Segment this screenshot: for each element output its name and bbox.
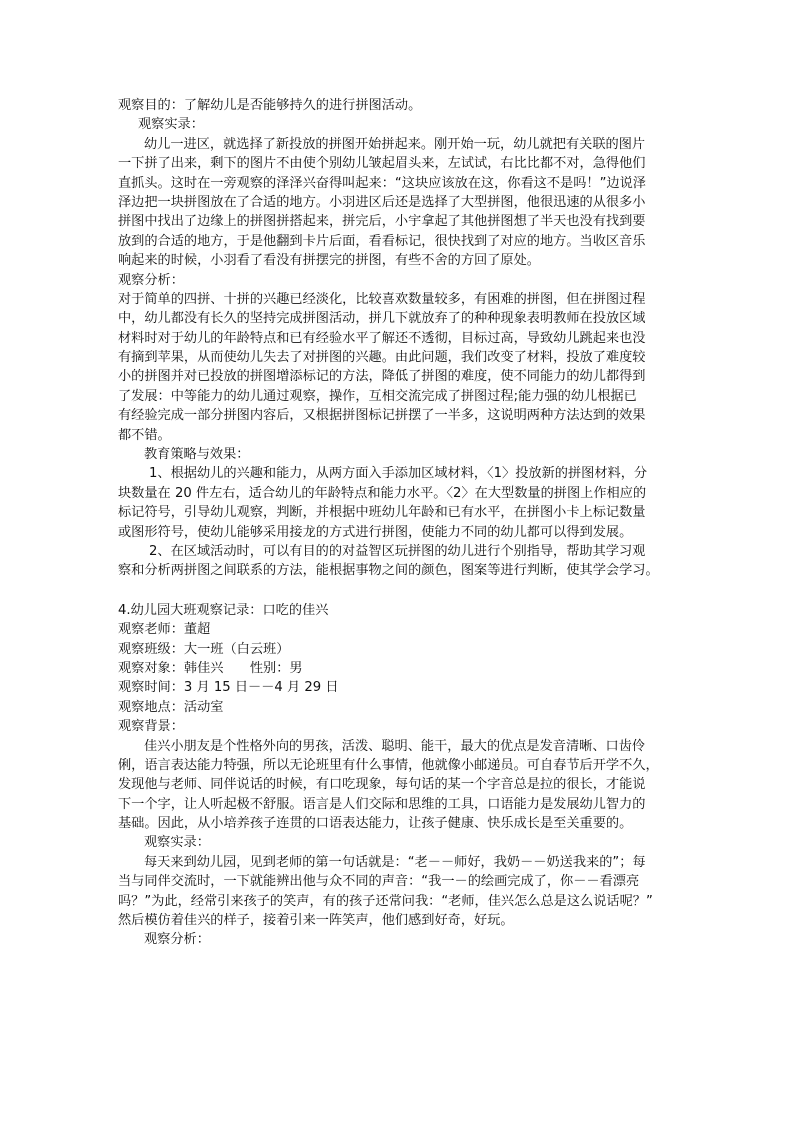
paragraph-line: 幼儿一进区，就选择了新投放的拼图开始拼起来。刚开始一玩，幼儿就把有关联的图片 <box>144 136 646 152</box>
observation-class: 观察班级：大一班（白云班） <box>118 641 290 657</box>
observer-teacher: 观察老师：董超 <box>118 622 211 638</box>
paragraph-line: 都不错。 <box>118 427 171 443</box>
paragraph-line: 放到的合适的地方，于是他翻到卡片后面，看看标记，很快找到了对应的地方。当收区音乐 <box>118 233 646 249</box>
analysis-heading: 观察分析： <box>118 272 184 288</box>
paragraph-line: 中，幼儿都没有长久的坚持完成拼图活动，拼几下就放弃了的种种现象表明教师在投放区域 <box>118 311 646 327</box>
observation-subject: 观察对象：韩佳兴 性别：男 <box>118 660 303 676</box>
paragraph-line: 1、根据幼儿的兴趣和能力，从两方面入手添加区域材料，〈1〉投放新的拼图材料，分 <box>149 466 648 482</box>
paragraph-line: 吗？”为此，经常引来孩子的笑声，有的孩子还常问我：“老师，佳兴怎么总是这么说话呢？” <box>118 893 653 909</box>
record-heading: 观察实录： <box>138 117 204 133</box>
analysis-paragraph <box>118 290 678 445</box>
paragraph-line: 2、在区域活动时，可以有目的的对益智区玩拼图的幼儿进行个别指导，帮助其学习观 <box>149 543 646 559</box>
strategy-heading: 教育策略与效果： <box>144 447 250 463</box>
paragraph-line: 俐，语言表达能力特强，所以无论班里有什么事情，他就像小邮递员。可自春节后开学不久， <box>118 757 659 773</box>
paragraph-line: 察和分析两拼图之间联系的方法，能根据事物之间的颜色，图案等进行判断，使其学会学习。 <box>118 563 659 579</box>
section-gap <box>118 581 678 601</box>
paragraph-line: 一下拼了出来，剩下的图片不由使个别幼儿皱起眉头来，左试试，右比比都不对，急得他们 <box>118 156 646 172</box>
background-heading: 观察背景： <box>118 719 184 735</box>
paragraph-line: 佳兴小朋友是个性格外向的男孩，活泼、聪明、能干，最大的优点是发音清晰、口齿伶 <box>144 738 646 754</box>
paragraph-line: 块数量在 20 件左右，适合幼儿的年龄特点和能力水平。〈2〉在大型数量的拼图上作相应的 <box>118 485 647 501</box>
paragraph-line: 有经验完成一部分拼图内容后，又根据拼图标记拼摆了一半多，这说明两种方法达到的效果 <box>118 408 646 424</box>
paragraph-line: 材料时对于幼儿的年龄特点和已有经验水平了解还不透彻，目标过高，导致幼儿跳起来也没 <box>118 330 646 346</box>
paragraph-line: 有摘到苹果，从而使幼儿失去了对拼图的兴趣。由此问题，我们改变了材料，投放了难度较 <box>118 350 646 366</box>
record-paragraph <box>118 135 678 271</box>
paragraph-line: 直抓头。这时在一旁观察的泽泽兴奋得叫起来：“这块应该放在这，你看这不是吗！”边说泽 <box>118 175 646 191</box>
paragraph-line: 对于简单的四拼、十拼的兴趣已经淡化，比较喜欢数量较多，有困难的拼图，但在拼图过程 <box>118 291 646 307</box>
paragraph-line: 基础。因此，从小培养孩子连贯的口语表达能力，让孩子健康、快乐成长是至关重要的。 <box>118 816 633 832</box>
record-paragraph <box>118 853 678 931</box>
paragraph-line: 当与同伴交流时，一下就能辨出他与众不同的声音：“我一－的绘画完成了，你－－看漂亮 <box>118 874 640 890</box>
paragraph-line: 发现他与老师、同伴说话的时候，有口吃现象，每句话的某一个字音总是拉的很长，才能说 <box>118 777 646 793</box>
strategy-paragraph <box>118 464 678 580</box>
background-paragraph <box>118 737 678 834</box>
record-heading: 观察实录： <box>144 835 210 851</box>
paragraph-line: 了发展：中等能力的幼儿通过观察，操作，互相交流完成了拼图过程;能力强的幼儿根据已 <box>118 388 637 404</box>
paragraph-line: 然后模仿着佳兴的样子，接着引来一阵笑声，他们感到好奇，好玩。 <box>118 913 514 929</box>
paragraph-line: 泽边把一块拼图放在了合适的地方。小羽进区后还是选择了大型拼图，他很迅速的从很多小 <box>118 194 646 210</box>
observation-place: 观察地点：活动室 <box>118 699 224 715</box>
section-title: 4.幼儿园大班观察记录：口吃的佳兴 <box>118 602 329 618</box>
paragraph-line: 下一个字，让人听起极不舒服。语言是人们交际和思维的工具，口语能力是发展幼儿智力的 <box>118 796 646 812</box>
document-page <box>118 96 678 950</box>
paragraph-line: 拼图中找出了边缘上的拼图拼搭起来，拼完后，小宇拿起了其他拼图想了半天也没有找到要 <box>118 214 646 230</box>
paragraph-line: 响起来的时候，小羽看了看没有拼摆完的拼图，有些不舍的方回了原处。 <box>118 253 540 269</box>
paragraph-line: 或图形符号，使幼儿能够采用接龙的方式进行拼图，使能力不同的幼儿都可以得到发展。 <box>118 524 633 540</box>
analysis-heading: 观察分析： <box>144 932 210 948</box>
paragraph-line: 小的拼图并对已投放的拼图增添标记的方法，降低了拼图的难度，使不同能力的幼儿都得到 <box>118 369 646 385</box>
observation-purpose: 观察目的：了解幼儿是否能够持久的进行拼图活动。 <box>118 98 422 113</box>
observation-time: 观察时间：3 月 15 日－－4 月 29 日 <box>118 680 339 696</box>
paragraph-line: 标记符号，引导幼儿观察，判断，并根据中班幼儿年龄和已有水平，在拼图小卡上标记数量 <box>118 505 646 521</box>
paragraph-line: 每天来到幼儿园，见到老师的第一句话就是：“老－－师好，我奶－－奶送我来的”；每 <box>144 854 646 870</box>
